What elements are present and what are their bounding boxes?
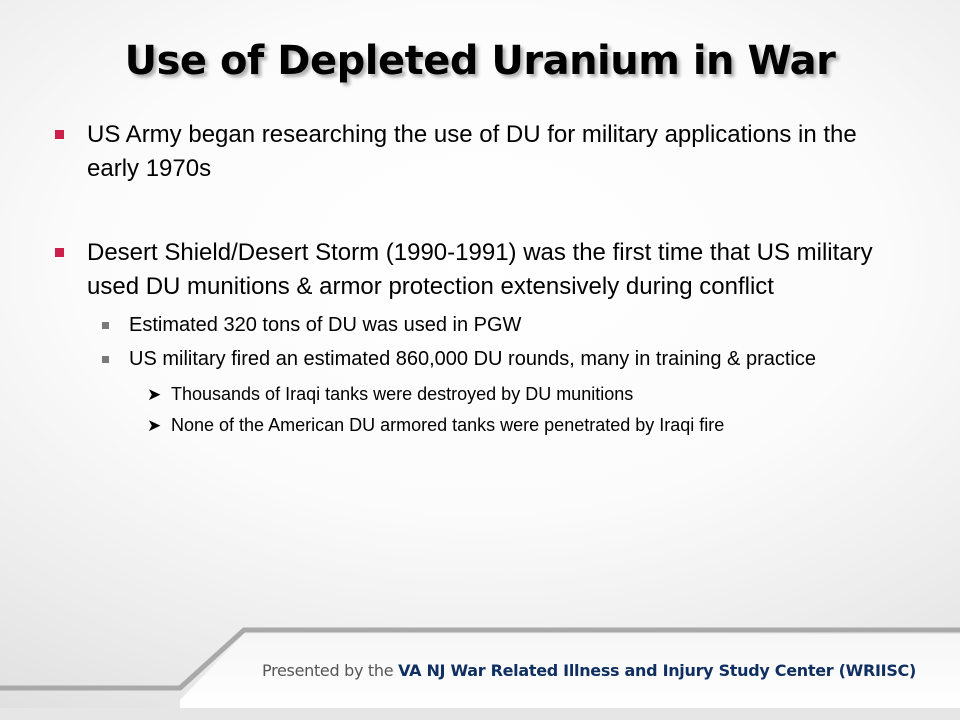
bottom-strip	[0, 708, 960, 720]
footer-organization: VA NJ War Related Illness and Injury Study Center (WRIISC)	[398, 661, 916, 680]
sub-bullet-text: Estimated 320 tons of DU was used in PGW	[129, 314, 522, 336]
sub-sub-bullet-text: Thousands of Iraqi tanks were destroyed by DU munitions	[171, 384, 634, 404]
sub-bullet-item	[50, 346, 880, 373]
footer-presented-by: Presented by the	[262, 661, 394, 680]
sub-bullet-text: US military fired an estimated 860,000 DU rounds, many in training & practice	[129, 348, 816, 370]
sub-bullet-item	[50, 312, 880, 339]
square-bullet-icon	[55, 248, 64, 257]
sub-sub-bullet-text: None of the American DU armored tanks were penetrated by Iraqi fire	[171, 415, 725, 435]
arrow-bullet-icon: ➤	[147, 385, 162, 404]
slide-content	[50, 118, 880, 438]
slide-title: Use of Depleted Uranium in War	[124, 38, 836, 84]
bullet-item	[50, 236, 880, 304]
square-bullet-icon	[55, 130, 64, 139]
footer-attribution	[262, 661, 916, 680]
footer-banner	[0, 624, 960, 720]
sub-sub-bullet-item	[50, 413, 880, 438]
arrow-bullet-icon: ➤	[147, 416, 162, 435]
bullet-text: US Army began researching the use of DU for military applications in the early 1970s	[87, 121, 857, 182]
small-square-bullet-icon	[102, 322, 109, 329]
bullet-text: Desert Shield/Desert Storm (1990-1991) was the first time that US military used DU munitions & armor protection extensively during conflict	[87, 239, 873, 300]
sub-sub-bullet-item	[50, 382, 880, 407]
bullet-item	[50, 118, 880, 186]
small-square-bullet-icon	[102, 356, 109, 363]
